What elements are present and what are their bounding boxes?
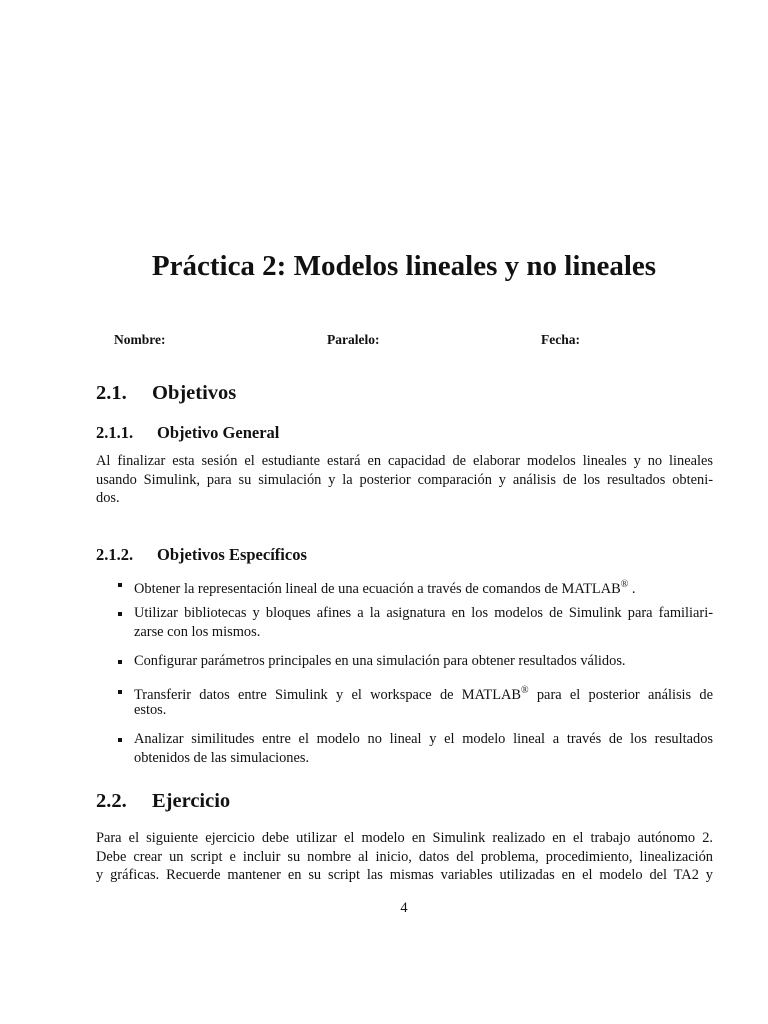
- section-heading-objetivos: [96, 382, 236, 405]
- list-item-text: Obtener la representación lineal de una ecuación a través de comandos de MATLAB: [134, 581, 621, 597]
- fecha-label: Fecha:: [541, 332, 580, 347]
- page-number: 4: [400, 900, 408, 916]
- paragraph-line: y gráficas. Recuerde mantener en su script las mismas variables utilizadas en el modelo del TA2 y: [96, 867, 713, 883]
- bullet-marker: [118, 583, 122, 587]
- page-title: Práctica 2: Modelos lineales y no lineales: [151, 250, 657, 282]
- section-title: Ejercicio: [152, 790, 231, 812]
- list-item: [134, 576, 713, 599]
- section-number: 2.2.: [96, 790, 127, 812]
- bullet-marker: [118, 738, 122, 742]
- subsection-number: 2.1.2.: [96, 545, 134, 564]
- list-item: Utilizar bibliotecas y bloques afines a la asignatura en los modelos de Simulink para familiari-: [134, 605, 713, 621]
- subsection-title: Objetivos Específicos: [157, 545, 307, 564]
- list-item: Configurar parámetros principales en una simulación para obtener resultados válidos.: [134, 653, 626, 669]
- paragraph-line: dos.: [96, 490, 120, 506]
- student-fields: [0, 332, 768, 350]
- list-item-text: Transferir datos entre Simulink y el workspace de MATLAB: [134, 687, 521, 703]
- bullet-marker: [118, 660, 122, 664]
- paragraph-line: Al finalizar esta sesión el estudiante estará en capacidad de elaborar modelos lineales y no lineales: [96, 453, 713, 469]
- registered-mark: ®: [520, 685, 529, 696]
- list-item-continuation: obtenidos de las simulaciones.: [134, 749, 310, 766]
- subsection-number: 2.1.1.: [96, 423, 134, 442]
- bullet-marker: [118, 690, 122, 694]
- section-number: 2.1.: [96, 382, 127, 404]
- paragraph-line: Debe crear un script e incluir su nombre al inicio, datos del problema, procedimiento, linealización: [96, 848, 713, 865]
- nombre-label: Nombre:: [114, 332, 166, 347]
- section-title: Objetivos: [152, 382, 237, 404]
- subsection-title: Objetivo General: [157, 423, 280, 442]
- list-item-text: para el posterior análisis de: [528, 687, 714, 703]
- subsection-heading-general: [96, 423, 279, 443]
- bullet-marker: [118, 612, 122, 616]
- list-item-continuation: estos.: [134, 701, 167, 718]
- paralelo-label: Paralelo:: [327, 332, 380, 347]
- list-item-text: .: [628, 581, 636, 597]
- list-item: Analizar similitudes entre el modelo no lineal y el modelo lineal a través de los resultados: [134, 731, 713, 747]
- list-item-continuation: zarse con los mismos.: [134, 623, 261, 640]
- section-heading-ejercicio: [96, 790, 230, 813]
- subsection-heading-especificos: [96, 545, 307, 565]
- paragraph-line: usando Simulink, para su simulación y la posterior comparación y análisis de los resultados obteni-: [96, 471, 713, 488]
- paragraph-line: Para el siguiente ejercicio debe utilizar el modelo en Simulink realizado en el trabajo autónomo 2.: [96, 830, 713, 846]
- registered-mark: ®: [620, 579, 629, 590]
